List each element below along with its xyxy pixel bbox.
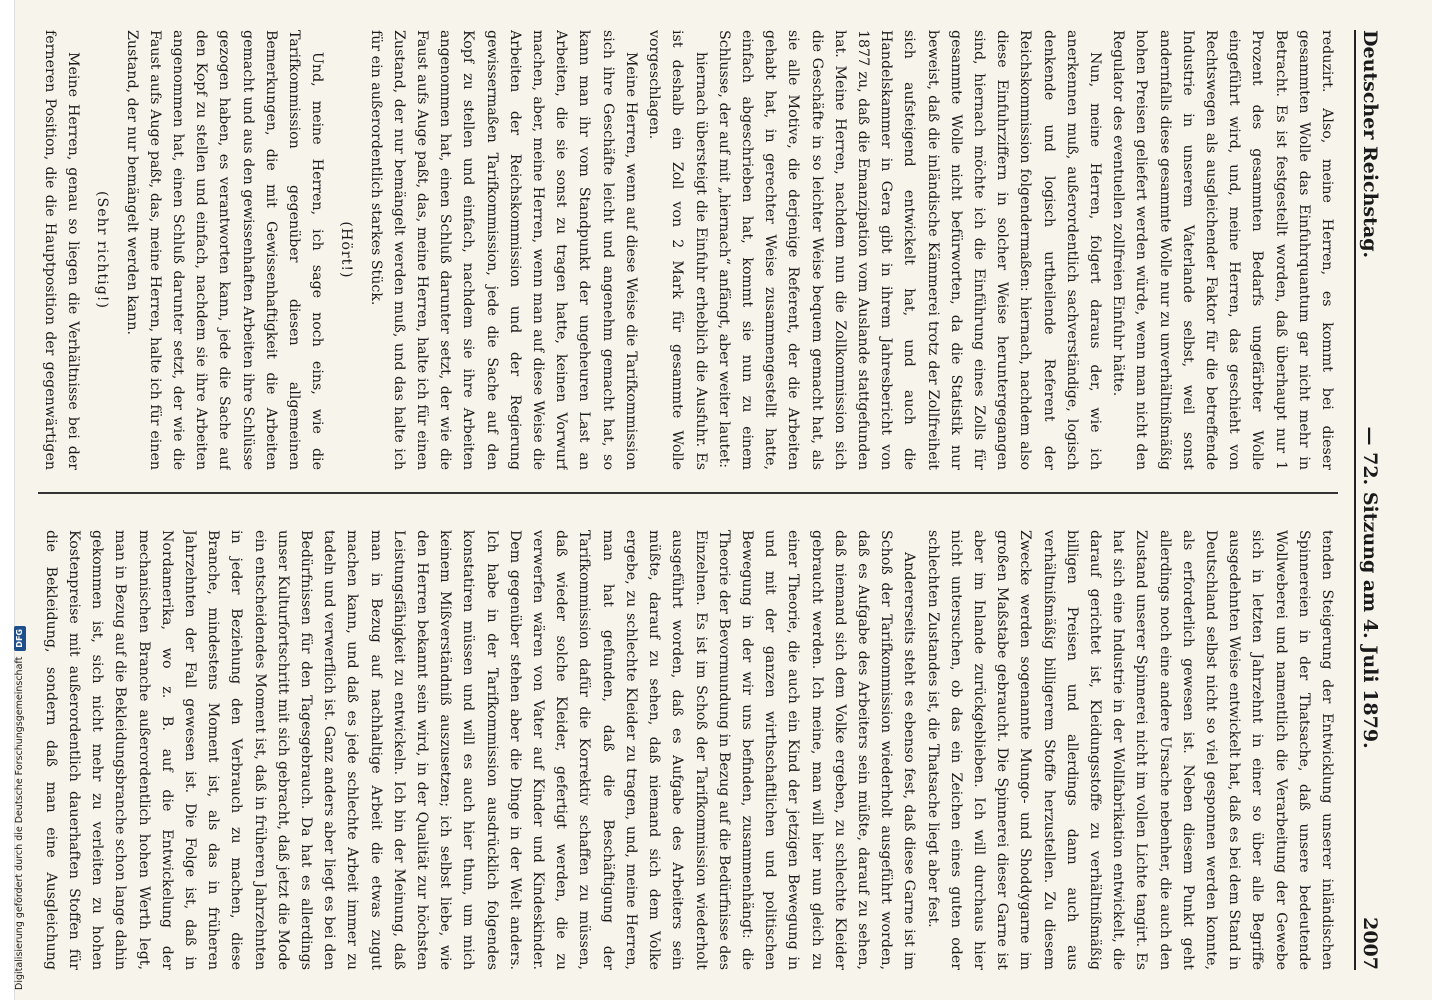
paragraph: tenden Steigerung der Entwicklung unserer inländischen Spinnereien in der Thatsache, daß unsere bedeutende Wollweberei und namentlich die Verarbeitung der Gewebe sich in letzten Jahrzehnt in einer so über alle Begriffe ausgedehnten Weise entwickelt hat, daß es bei dem Stand in Deutschland selbst nicht so viel gesponnen werden konnte, als erforderlich gewesen ist. Neben diesem Punkt geht allerdings noch eine andere Ursache nebenher, die auch den Zustand unserer Spinnerei nicht im vollen Lichte tangirt. Es hat sich eine Industrie in der Wollfabrikation entwickelt, die darauf gerichtet ist, Kleidungsstoffe zu verhältnißmäßig billigen Preisen und allerdings dann auch aus verhältnißmäßig billigerem Stoffe herzustellen. Zu diesem Zwecke werden sogenannte Mungo- und Shoddygarne im großen Maßstabe gebraucht. Die Spinnerei dieser Garne ist aber im Inlande zurückgeblieben. Ich will durchaus hier nicht untersuchen, ob das ein Zeichen eines guten oder schlechten Zustandes ist, die Thatsache liegt aber fest. <box>924 530 1335 970</box>
left-column <box>38 30 1338 470</box>
interjection: (Sehr richtig!) <box>94 190 111 310</box>
paragraph: Nun, meine Herren, folgert daraus der, wie ich anerkennen muß, außerordentlich sachverständige, logisch denkende und logisch urtheilende Referent der Reichskommission folgendermaßen: hiernach, nachdem also diese Einfuhrziffern in solcher Weise heruntergegangen sind, hiernach möchte ich die Einführung eines Zolls für gesammte Wolle nicht befürworten, da die Statistik nur beweist, daß die inländische Kämmerei trotz der Zollfreiheit sich aufsteigend entwickelt hat, und auch die Handelskammer in Gera gibt in ihrem Jahresbericht von 1877 zu, daß die Emanzipation vom Auslande stattgefunden hat. Meine Herren, nachdem nun die Zollkommission sich die Geschäfte in so leichter Weise bequem gemacht hat, als sie alle Motive, die derjenige Referent, der die Arbeiten gehabt hat, in gerechter Weise zusammengestellt hatte, einfach abgeschrieben hat, kommt sie nun zu einem Schlusse, der auf mit „hiernach“ anfängt, aber weiter lautet: <box>715 30 1103 470</box>
interjection: (Hört!) <box>338 221 355 279</box>
right-column <box>38 530 1338 970</box>
paragraph: reduzirt. Also, meine Herren, es kommt bei dieser gesammten Wolle das Einfuhrquantum gar nicht mehr in Betracht. Es ist festgestellt worden, daß überhaupt nur 1 Prozent des gesammten Bedarfs ungefärbter Wolle eingeführt wird, und, meine Herren, das geschieht von Rechtswegen als ausgleichender Faktor für die betreffende Industrie in unserem Vaterlande selbst, weil sonst andernfalls diese gesammte Wolle nur zu unverhältnißmäßig hohen Preisen geliefert werden würde, wenn man nicht den Regulator des eventuellen zollfreien Einfuhr hätte. <box>1110 30 1335 470</box>
page-header <box>1354 30 1388 970</box>
paragraph: hiernach übersteigt die Einfuhr erheblich die Ausfuhr. Es ist deshalb ein Zoll von 2 Mark für gesammte Wolle vorgeschlagen. <box>646 30 709 470</box>
paragraph: Und, meine Herren, ich sage noch eins, wie die Tarifkommission gegenüber diesen allgemeinen Bemerkungen, die mit Gewissenhaftigkeit die Arbeiten gemacht und aus den gewissenhaften Arbeiten ihre Schlüsse gezogen haben, es verantworten kann, jede die Sache auf den Kopf zu stellen und einfach, nachdem sie ihre Arbeiten angenommen hat, einen Schluß darunter setzt, der wie die Faust aufs Auge paßt, das, meine Herren, halte ich für einen Zustand, der nur bemängelt werden kann. <box>123 30 326 470</box>
dfg-logo-icon: DFG <box>14 626 26 651</box>
header-title: Deutscher Reichstag. <box>1359 30 1381 259</box>
credit-text: Digitalisierung gefördert durch die Deutsche Forschungsgemeinschaft <box>14 656 25 990</box>
column-divider <box>38 492 1338 494</box>
paragraph: Meine Herren, wenn auf diese Weise die Tarifkommission sich ihre Geschäfte leicht und angenehm gemacht hat, so kann man ihr vom Standpunkt der ungeheuren Last an Arbeiten, die sie sonst zu tragen hatte, keinen Vorwurf machen, aber, meine Herren, wenn man auf diese Weise die Arbeiten der Reichskommission und der Regierung gewissermaßen Tarifkommission, jede die Sache auf den Kopf zu stellen und einfach, nachdem sie ihre Arbeiten angenommen hat, einen Schluß darunter setzt, der wie die Faust aufs Auge paßt, das, meine Herren, halte ich für einen Zustand, der nur bemängelt werden muß, und das halte ich für ein außerordentlich starkes Stück. <box>367 30 639 470</box>
digitization-credit <box>13 0 27 990</box>
rotated-document-page <box>10 0 1410 1000</box>
header-session: — 72. Sitzung am 4. Juli 1879. <box>1359 426 1381 749</box>
header-page-number: 2007 <box>1359 917 1381 970</box>
paragraph: Andererseits steht es ebenso fest, daß diese Garne ist im Schoß der Tarifkommission wiederholt ausgeführt worden, daß es Aufgabe des Arbeiters sein müßte, darauf zu sehen, daß niemand sich dem Volke ergeben, zu schlechte Kleider gebraucht werden. Ich meine, man will hier nun gleich zu einer Theorie, die auch ein Kind der jetzigen Bewegung in und mit der ganzen wirthschaftlichen und politischen Bewegung in der wir uns befinden, zusammenhängt: die Theorie der Bevormundung in Bezug auf die Bedürfnisse des Einzelnen. Es ist im Schoß der Tarifkommission wiederholt ausgeführt worden, daß es Aufgabe des Arbeiters sein müßte, darauf zu sehen, daß niemand sich dem Volke ergebe, zu schlechte Kleider zu tragen, und, meine Herren, man hat gefunden, daß die Beschäftigung der Tarifkommission dafür die Korrektiv schaffen zu müssen, daß wieder solche Kleider, gefertigt werden, die zu verwerfen wären von Vater auf Kinder und Kindeskinder. Dem gegenüber stehen aber die Dinge in der Welt anders. Ich habe in der Tarifkommission ausdrücklich folgendes konstatiren müssen und will es auch hier thun, um mich keinem Mißverständniß auszusetzen; ich selbst liebe, wie den Herren bekannt sein wird, in der Qualität zur höchsten Leistungsfähigkeit zu entwickeln. Ich bin der Meinung, daß man in Bezug auf nachhaltige Arbeit die etwas zugut machen kann, und daß es jede schlechte Arbeit immer zu tadeln und verwerflich ist. Ganz anders aber liegt es bei den Bedürfnissen für den Tagesgebrauch. Da hat es allerdings unser Kulturfortschritt mit sich gebracht, daß jetzt die Mode ein entscheidendes Moment ist, daß in früheren Jahrzehnten in jeder Beziehung den Verbrauch zu machen, diese Branche, mindestens Moment ist, als das in früheren Jahrzehnten der Fall gewesen ist. Die Folge ist, daß in Nordamerika, wo z. B. auf die Entwickelung der mechanischen Branche außerordentlich hohen Werth legt, man in Bezug auf die Bekleidungsbranche schon lange dahin gekommen ist, sich nicht mehr zu verleiten zu hohen Kostenpreise mit außerordentlich dauerhaften Stoffen für die Bekleidung, sondern daß man eine Ausgleichung <box>42 530 918 970</box>
digitization-credit-strip <box>0 0 25 1000</box>
paragraph: Meine Herren, genau so liegen die Verhältnisse bei der ferneren Position, die die Hauptposition der gegenwärtigen <box>42 30 82 470</box>
